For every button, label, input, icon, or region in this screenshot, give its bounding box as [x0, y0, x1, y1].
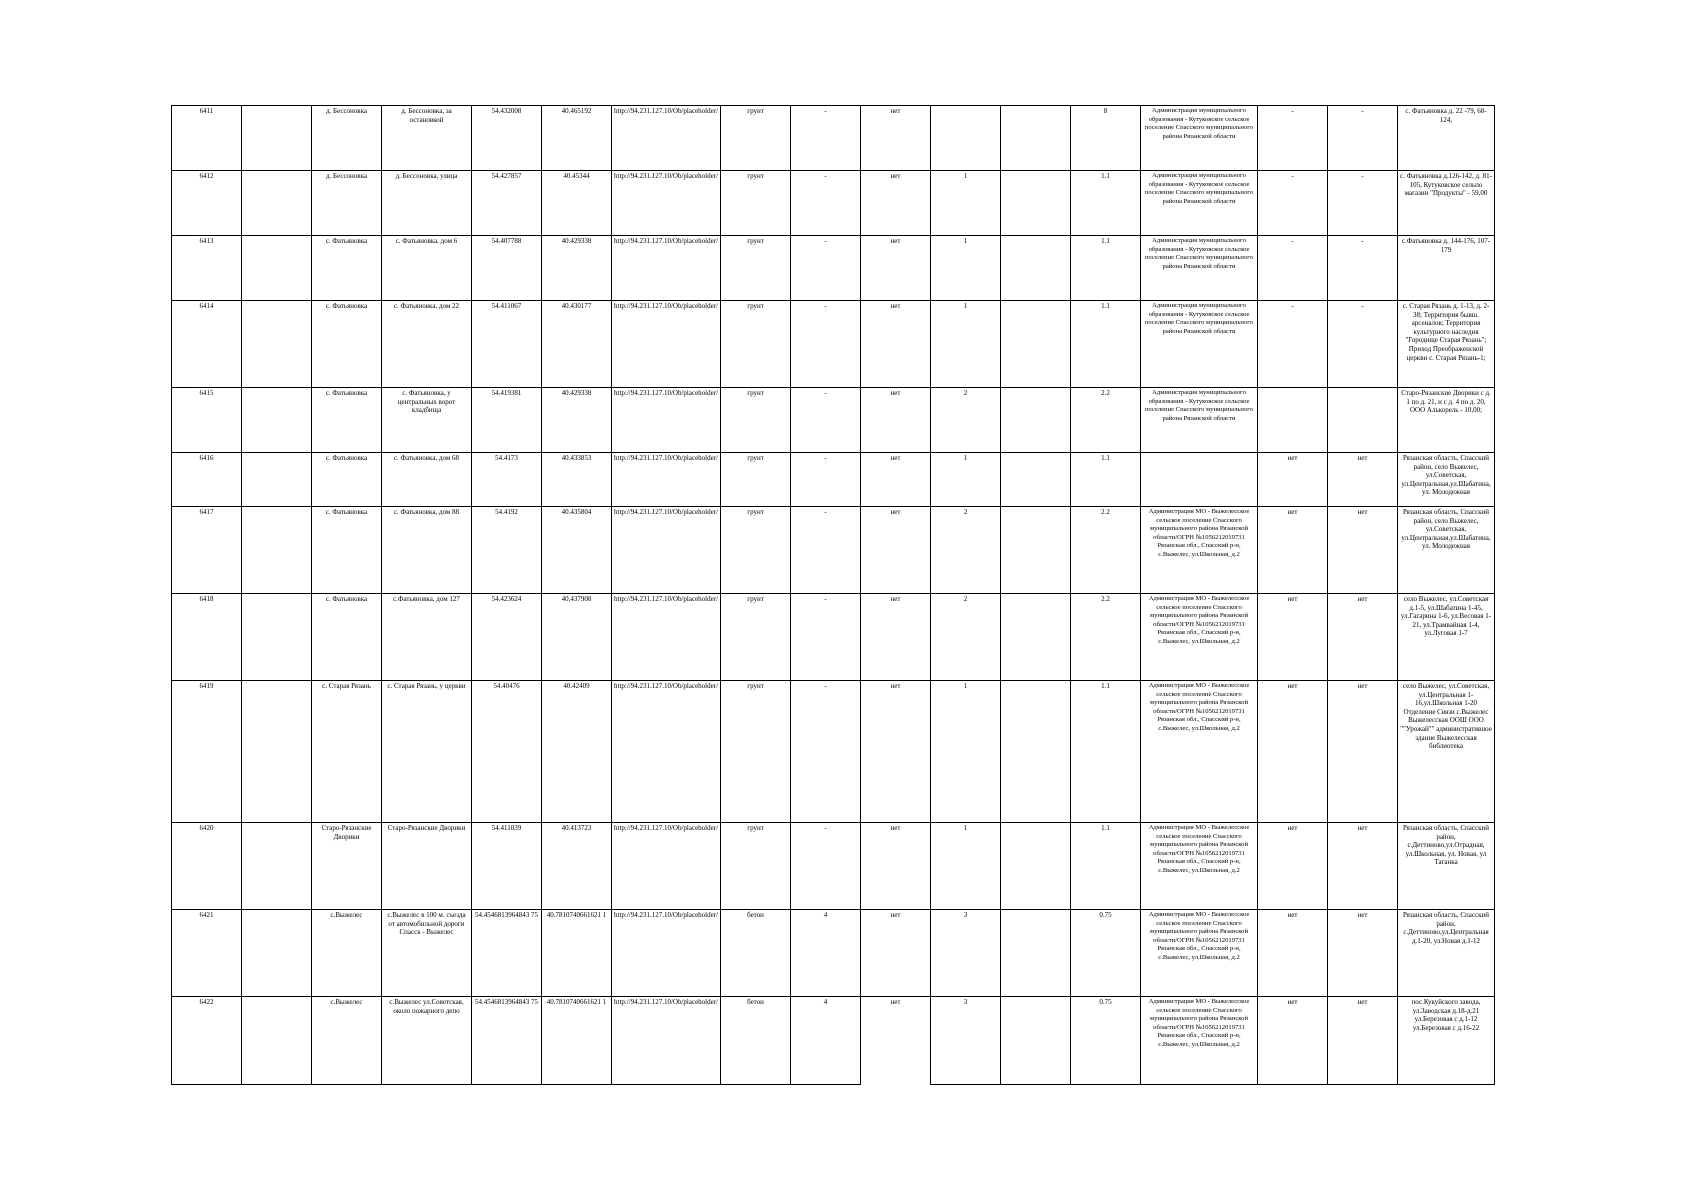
cell-longitude: 40.430177: [542, 301, 612, 388]
cell-area: -: [791, 388, 861, 453]
cell-volume: 1.1: [1071, 301, 1141, 388]
cell-volume: 2.2: [1071, 594, 1141, 681]
cell-area: 4: [791, 997, 861, 1085]
cell-fence: нет: [861, 507, 931, 594]
cell-col-15: -: [1258, 301, 1328, 388]
cell-latitude: 54.423624: [472, 594, 542, 681]
cell-col-16: нет: [1328, 823, 1398, 910]
cell-fence: нет: [861, 823, 931, 910]
cell-col-16: -: [1328, 236, 1398, 301]
cell-code: [242, 106, 312, 171]
cell-volume: 1.1: [1071, 681, 1141, 823]
cell-container-count: 1: [931, 301, 1001, 388]
cell-source-served: пос.Кукуйского завода, ул.Заводская д.18-д.21 ул.Березовая с д.1-12 ул.Березовая с д.16-22: [1398, 997, 1495, 1085]
cell-container-count: 1: [931, 681, 1001, 823]
cell-longitude: 40.42409: [542, 681, 612, 823]
cell-area: -: [791, 301, 861, 388]
cell-col-16: нет: [1328, 507, 1398, 594]
cell-map-link: http://94.231.127.10/Ob/placeholder/: [612, 106, 721, 171]
cell-col-15: нет: [1258, 453, 1328, 507]
cell-map-link: http://94.231.127.10/Ob/placeholder/: [612, 681, 721, 823]
cell-volume: 8: [1071, 106, 1141, 171]
cell-col-15: нет: [1258, 997, 1328, 1085]
cell-surface-type: грунт: [721, 681, 791, 823]
cell-col-15: -: [1258, 106, 1328, 171]
cell-fence: нет: [861, 236, 931, 301]
cell-owner: Администрация муниципального образования - Кутуковское сельское поселение Спасского муниципального района Рязанской области: [1141, 301, 1258, 388]
cell-fence: нет: [861, 997, 931, 1085]
cell-locality: с. Фатьяновка: [312, 388, 382, 453]
cell-col-15: [1258, 388, 1328, 453]
table-row: [172, 301, 1495, 388]
cell-col-12: [1001, 301, 1071, 388]
cell-latitude: 54.419381: [472, 388, 542, 453]
cell-container-count: [931, 106, 1001, 171]
cell-area: -: [791, 594, 861, 681]
cell-surface-type: грунт: [721, 594, 791, 681]
cell-map-link: http://94.231.127.10/Ob/placeholder/: [612, 997, 721, 1085]
cell-owner: Администрация муниципального образования - Кутуковское сельское поселение Спасского муниципального района Рязанской области: [1141, 388, 1258, 453]
cell-latitude: 54.432008: [472, 106, 542, 171]
cell-owner: Администрация муниципального образования - Кутуковское сельское поселение Спасского муниципального района Рязанской области: [1141, 106, 1258, 171]
cell-address: д. Бессоновка, улица: [382, 171, 472, 236]
cell-locality: д. Бессоновка: [312, 171, 382, 236]
cell-latitude: 54.407788: [472, 236, 542, 301]
cell-area: -: [791, 823, 861, 910]
cell-volume: 1.1: [1071, 453, 1141, 507]
cell-code: [242, 171, 312, 236]
cell-locality: Старо-Рязанские Дворики: [312, 823, 382, 910]
cell-col-16: -: [1328, 171, 1398, 236]
cell-volume: 1.1: [1071, 823, 1141, 910]
cell-locality: с. Фатьяновка: [312, 594, 382, 681]
cell-latitude: 54.4546813964843 75: [472, 997, 542, 1085]
cell-map-link: http://94.231.127.10/Ob/placeholder/: [612, 171, 721, 236]
cell-source-served: с. Фатьяновка д. 22 -79, 68-124,: [1398, 106, 1495, 171]
cell-source-served: Рязанская область, Спасский район, село Выжелес, ул.Советская, ул.Центральная,ул.Шабатина, ул. Молодежная: [1398, 507, 1495, 594]
cell-fence: нет: [861, 171, 931, 236]
cell-col-12: [1001, 681, 1071, 823]
cell-fence: нет: [861, 594, 931, 681]
table-row: [172, 594, 1495, 681]
cell-longitude: 40.437908: [542, 594, 612, 681]
cell-owner: Администрация МО - Выжелесское сельское поселение Спасского муниципального района Рязанской области/ОГРН №1056212019731 Рязанская обл., Спасский р-н, с.Выжелес, ул.Школьная, д.2: [1141, 507, 1258, 594]
cell-longitude: 40.429338: [542, 388, 612, 453]
cell-volume: 2.2: [1071, 388, 1141, 453]
cell-source-served: Рязанская область, Спасский район, село Выжелес, ул.Советская, ул.Центральная,ул.Шабатина, ул. Молодежная: [1398, 453, 1495, 507]
cell-container-count: 3: [931, 997, 1001, 1085]
cell-area: -: [791, 171, 861, 236]
cell-address: с.Выжелес ул.Советская, около пожарного депо: [382, 997, 472, 1085]
cell-latitude: 54.4173: [472, 453, 542, 507]
cell-area: -: [791, 236, 861, 301]
cell-address: с.Фатьяновка, дом 127: [382, 594, 472, 681]
cell-surface-type: бетон: [721, 910, 791, 997]
cell-surface-type: грунт: [721, 106, 791, 171]
cell-code: [242, 507, 312, 594]
table-row: [172, 171, 1495, 236]
table-row: [172, 388, 1495, 453]
cell-source-served: село Выжелес, ул.Советская, ул.Центральная 1-16,ул.Школьная 1-20 Отделение Связи с.Выжелес Выжелесская ООШ ООО ""Урожай"" административное здание Выжелесская библиотека: [1398, 681, 1495, 823]
cell-address: с. Старая Рязань, у церкви: [382, 681, 472, 823]
cell-code: [242, 453, 312, 507]
cell-col-16: нет: [1328, 681, 1398, 823]
cell-container-count: 1: [931, 823, 1001, 910]
cell-locality: с.Выжелес: [312, 997, 382, 1085]
cell-address: с. Фатьяновка, у центральных ворот кладбища: [382, 388, 472, 453]
cell-source-served: с. Старая Рязань д. 1-13, д. 2-38; Территория бывш. арсеналов; Территория культурного наследия "Городище Старая Рязань"; Приход Преображенской церкви с. Старая Рязань-1;: [1398, 301, 1495, 388]
cell-volume: 1.1: [1071, 236, 1141, 301]
cell-volume: 0.75: [1071, 997, 1141, 1085]
cell-container-count: 3: [931, 910, 1001, 997]
cell-longitude: 40.7810740661621 1: [542, 910, 612, 997]
cell-latitude: 54.4546813964843 75: [472, 910, 542, 997]
cell-latitude: 54.4192: [472, 507, 542, 594]
cell-owner: Администрация МО - Выжелесское сельское поселение Спасского муниципального района Рязанской области/ОГРН №1056212019731 Рязанская обл., Спасский р-н, с.Выжелес, ул.Школьная, д.2: [1141, 823, 1258, 910]
cell-area: -: [791, 681, 861, 823]
cell-area: -: [791, 507, 861, 594]
cell-locality: с.Выжелес: [312, 910, 382, 997]
cell-col-16: нет: [1328, 997, 1398, 1085]
cell-locality: с. Фатьяновка: [312, 507, 382, 594]
cell-code: [242, 594, 312, 681]
cell-volume: 2.2: [1071, 507, 1141, 594]
cell-area: -: [791, 453, 861, 507]
cell-row-number: 6419: [172, 681, 242, 823]
cell-longitude: 40.45344: [542, 171, 612, 236]
cell-code: [242, 681, 312, 823]
cell-fence: нет: [861, 910, 931, 997]
cell-col-15: -: [1258, 236, 1328, 301]
cell-surface-type: грунт: [721, 171, 791, 236]
cell-map-link: http://94.231.127.10/Ob/placeholder/: [612, 301, 721, 388]
cell-map-link: http://94.231.127.10/Ob/placeholder/: [612, 823, 721, 910]
cell-surface-type: грунт: [721, 823, 791, 910]
cell-code: [242, 388, 312, 453]
cell-surface-type: грунт: [721, 453, 791, 507]
cell-map-link: http://94.231.127.10/Ob/placeholder/: [612, 388, 721, 453]
cell-col-16: нет: [1328, 910, 1398, 997]
cell-fence: нет: [861, 681, 931, 823]
cell-col-16: нет: [1328, 453, 1398, 507]
cell-container-count: 1: [931, 236, 1001, 301]
cell-latitude: 54.40476: [472, 681, 542, 823]
cell-owner: Администрация МО - Выжелесское сельское поселение Спасского муниципального района Рязанской области/ОГРН №1056212019731 Рязанская обл., Спасский р-н, с.Выжелес, ул.Школьная, д.2: [1141, 910, 1258, 997]
registry-table: [171, 105, 1495, 1085]
cell-col-15: нет: [1258, 594, 1328, 681]
cell-col-16: нет: [1328, 594, 1398, 681]
cell-owner: Администрация МО - Выжелесское сельское поселение Спасского муниципального района Рязанской области/ОГРН №1056212019731 Рязанская обл., Спасский р-н, с.Выжелес, ул.Школьная, д.2: [1141, 997, 1258, 1085]
cell-locality: с. Фатьяновка: [312, 301, 382, 388]
cell-volume: 0.75: [1071, 910, 1141, 997]
cell-longitude: 40.433853: [542, 453, 612, 507]
cell-map-link: http://94.231.127.10/Ob/placeholder/: [612, 910, 721, 997]
cell-source-served: Рязанская область, Спасский район, с.Деттиново,ул.Отрадная, ул.Школьная, ул. Новая, ул Таганка: [1398, 823, 1495, 910]
table-row: [172, 910, 1495, 997]
cell-source-served: Старо-Рязанские Дворики с д. 1 по д. 21, и с д. 4 по д. 20, ООО Алькорель - 10,00;: [1398, 388, 1495, 453]
cell-row-number: 6422: [172, 997, 242, 1085]
cell-col-12: [1001, 171, 1071, 236]
cell-col-12: [1001, 910, 1071, 997]
cell-row-number: 6417: [172, 507, 242, 594]
cell-row-number: 6415: [172, 388, 242, 453]
cell-owner: Администрация муниципального образования - Кутуковское сельское поселение Спасского муниципального района Рязанской области: [1141, 236, 1258, 301]
cell-fence: нет: [861, 453, 931, 507]
cell-container-count: 1: [931, 171, 1001, 236]
cell-row-number: 6414: [172, 301, 242, 388]
cell-col-15: нет: [1258, 910, 1328, 997]
cell-row-number: 6412: [172, 171, 242, 236]
cell-address: с.Выжелес в 100 м. съезда от автомобильной дороги Спасск - Выжелес: [382, 910, 472, 997]
cell-col-12: [1001, 388, 1071, 453]
cell-address: с. Фатьяновка, дом 6: [382, 236, 472, 301]
cell-longitude: 40.429338: [542, 236, 612, 301]
cell-row-number: 6416: [172, 453, 242, 507]
cell-row-number: 6411: [172, 106, 242, 171]
table-row: [172, 823, 1495, 910]
cell-surface-type: грунт: [721, 507, 791, 594]
cell-area: 4: [791, 910, 861, 997]
cell-container-count: 2: [931, 594, 1001, 681]
cell-row-number: 6413: [172, 236, 242, 301]
cell-col-12: [1001, 594, 1071, 681]
cell-row-number: 6418: [172, 594, 242, 681]
cell-address: с. Фатьяновка, дом 22: [382, 301, 472, 388]
cell-col-16: -: [1328, 301, 1398, 388]
cell-longitude: 40.465192: [542, 106, 612, 171]
cell-latitude: 54.411039: [472, 823, 542, 910]
cell-address: с. Фатьяновка, дом 88: [382, 507, 472, 594]
cell-latitude: 54.411067: [472, 301, 542, 388]
cell-source-served: с. Фатьяновка д.126-142, д. 81-105, Кутуковское сельпо магазин "Продукты" - 59,00: [1398, 171, 1495, 236]
cell-owner: [1141, 453, 1258, 507]
cell-col-12: [1001, 106, 1071, 171]
cell-col-12: [1001, 997, 1071, 1085]
cell-surface-type: грунт: [721, 301, 791, 388]
cell-latitude: 54.427857: [472, 171, 542, 236]
cell-code: [242, 236, 312, 301]
cell-container-count: 2: [931, 507, 1001, 594]
cell-container-count: 2: [931, 388, 1001, 453]
cell-address: д. Бессоновка, за остановкой: [382, 106, 472, 171]
cell-locality: с. Фатьяновка: [312, 236, 382, 301]
cell-surface-type: бетон: [721, 997, 791, 1085]
table-row: [172, 997, 1495, 1085]
cell-row-number: 6420: [172, 823, 242, 910]
cell-locality: с. Фатьяновка: [312, 453, 382, 507]
cell-col-12: [1001, 453, 1071, 507]
cell-col-15: -: [1258, 171, 1328, 236]
cell-locality: с. Старая Рязань: [312, 681, 382, 823]
cell-source-served: с.Фатьяновка д. 144-176, 107-179: [1398, 236, 1495, 301]
cell-owner: Администрация МО - Выжелесское сельское поселение Спасского муниципального района Рязанской области/ОГРН №1056212019731 Рязанская обл., Спасский р-н, с.Выжелес, ул.Школьная, д.2: [1141, 594, 1258, 681]
cell-container-count: 1: [931, 453, 1001, 507]
cell-area: -: [791, 106, 861, 171]
cell-source-served: село Выжелес, ул.Советская д.1-5, ул.Шабатина 1-45, ул.Гагарина 1-6, ул.Весовая 1-21, ул.Трамвайная 1-4, ул.Луговая 1-7: [1398, 594, 1495, 681]
cell-fence: нет: [861, 106, 931, 171]
cell-address: с. Фатьяновка, дом 68: [382, 453, 472, 507]
cell-volume: 1.1: [1071, 171, 1141, 236]
cell-fence: нет: [861, 388, 931, 453]
cell-address: Старо-Рязанские Дворики: [382, 823, 472, 910]
cell-col-12: [1001, 236, 1071, 301]
cell-code: [242, 301, 312, 388]
cell-fence: нет: [861, 301, 931, 388]
table-row: [172, 106, 1495, 171]
table-row: [172, 453, 1495, 507]
cell-col-15: нет: [1258, 681, 1328, 823]
cell-longitude: 40.7810740661621 1: [542, 997, 612, 1085]
cell-map-link: http://94.231.127.10/Ob/placeholder/: [612, 453, 721, 507]
cell-map-link: http://94.231.127.10/Ob/placeholder/: [612, 594, 721, 681]
cell-code: [242, 823, 312, 910]
cell-map-link: http://94.231.127.10/Ob/placeholder/: [612, 507, 721, 594]
cell-owner: Администрация муниципального образования - Кутуковское сельское поселение Спасского муниципального района Рязанской области: [1141, 171, 1258, 236]
cell-col-15: нет: [1258, 823, 1328, 910]
cell-map-link: http://94.231.127.10/Ob/placeholder/: [612, 236, 721, 301]
cell-col-12: [1001, 823, 1071, 910]
cell-owner: Администрация МО - Выжелесское сельское поселение Спасского муниципального района Рязанской области/ОГРН №1056212019731 Рязанская обл., Спасский р-н, с.Выжелес, ул.Школьная, д.2: [1141, 681, 1258, 823]
cell-longitude: 40.435804: [542, 507, 612, 594]
cell-col-12: [1001, 507, 1071, 594]
table-row: [172, 507, 1495, 594]
table-row: [172, 681, 1495, 823]
cell-col-16: [1328, 388, 1398, 453]
cell-locality: д. Бессоновка: [312, 106, 382, 171]
cell-col-16: -: [1328, 106, 1398, 171]
cell-source-served: Рязанская область, Спасский район, с.Деттиново,ул.Центральная д.1-20, ул.Новая д.1-12: [1398, 910, 1495, 997]
cell-code: [242, 910, 312, 997]
cell-longitude: 40.413723: [542, 823, 612, 910]
cell-code: [242, 997, 312, 1085]
cell-surface-type: грунт: [721, 388, 791, 453]
cell-col-15: нет: [1258, 507, 1328, 594]
table-row: [172, 236, 1495, 301]
cell-row-number: 6421: [172, 910, 242, 997]
cell-surface-type: грунт: [721, 236, 791, 301]
